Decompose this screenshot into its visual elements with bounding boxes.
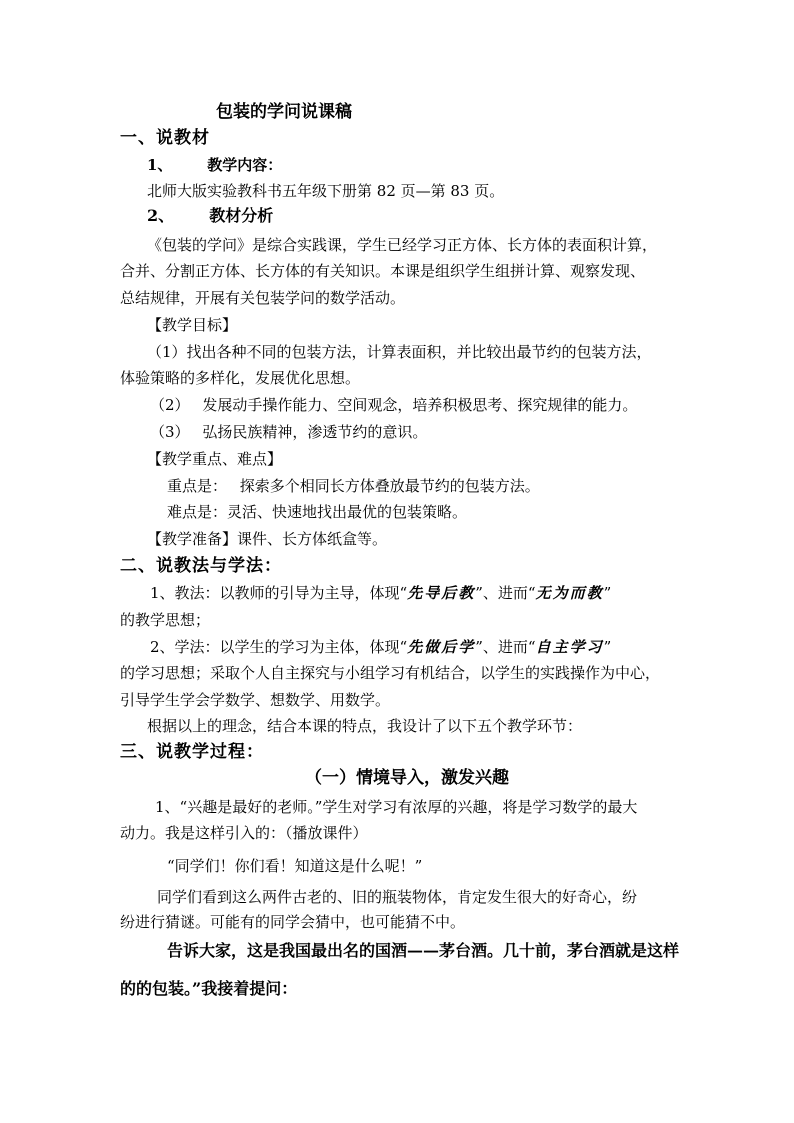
subsection-1-2	[147, 207, 273, 225]
subsection-number: 1、	[147, 156, 173, 174]
method-learning-line-3: 引导学生学会学数学、想数学、用数学。	[120, 691, 391, 709]
method-teaching	[150, 584, 611, 602]
goal-number: （2）	[150, 396, 190, 414]
method-text: ”	[603, 638, 612, 656]
method-summary: 根据以上的理念，结合本课的特点，我设计了以下五个教学环节：	[147, 717, 583, 735]
goal-1-line-1: （1）找出各种不同的包装方法，计算表面积，并比较出最节约的包装方法，	[147, 343, 652, 361]
method-text: ”	[603, 584, 612, 602]
part-1-para-1-line-1: 1、“兴趣是最好的老师。”学生对学习有浓厚的兴趣，将是学习数学的最大	[155, 798, 638, 816]
method-text: ”、进而“	[475, 584, 536, 602]
key-points-title: 【教学重点、难点】	[147, 450, 283, 468]
teacher-quote: “同学们！你们看！知道这是什么呢！”	[167, 857, 423, 875]
part-1-para-2-line-2: 纷进行猜谜。可能有的同学会猜中，也可能猜不中。	[120, 913, 466, 931]
teaching-preparation	[147, 530, 387, 548]
part-1-para-2-line-1: 同学们看到这么两件古老的、旧的瓶装物体，肯定发生很大的好奇心，纷	[157, 888, 638, 906]
subsection-1-1	[147, 156, 282, 174]
subsection-label: 教学内容：	[207, 156, 283, 174]
method-learning-line-2: 的学习思想；采取个人自主探究与小组学习有机结合，以学生的实践操作为中心，	[120, 664, 661, 682]
goal-3	[150, 423, 427, 441]
section-1-heading: 一、说教材	[120, 128, 210, 148]
analysis-line-2: 合并、分割正方体、长方体的有关知识。本课是组织学生组拼计算、观察发现、	[120, 262, 646, 280]
preparation-label: 【教学准备】	[147, 530, 238, 548]
key-point	[167, 477, 540, 495]
method-emphasis: 先导后教	[407, 584, 476, 602]
goal-1-line-2: 体验策略的多样化，发展优化思想。	[120, 369, 361, 387]
key-point-label: 重点是：	[167, 477, 228, 495]
analysis-line-3: 总结规律，开展有关包装学问的数学活动。	[120, 289, 406, 307]
textbook-content: 北师大版实验教科书五年级下册第 82 页—第 83 页。	[147, 182, 505, 200]
analysis-line-1: 《包装的学问》是综合实践课，学生已经学习正方体、长方体的表面积计算，	[147, 236, 658, 254]
method-learning	[150, 638, 611, 656]
method-emphasis: 自主学习	[535, 638, 604, 656]
goal-number: （3）	[150, 423, 190, 441]
part-1-title: （一）情境导入，激发兴趣	[305, 768, 509, 788]
preparation-text: 课件、长方体纸盒等。	[237, 530, 388, 548]
goal-text: 发展动手操作能力、空间观念，培养积极思考、探究规律的能力。	[202, 396, 638, 414]
method-text: 1、教法：以教师的引导为主导，体现“	[150, 584, 408, 602]
goals-title: 【教学目标】	[147, 316, 238, 334]
section-2-heading: 二、说教法与学法：	[120, 556, 282, 576]
method-text: ”、进而“	[475, 638, 536, 656]
part-1-para-3-line-2: 的的包装。”我接着提问：	[120, 979, 298, 998]
goal-2	[150, 396, 637, 414]
method-emphasis: 无为而教	[535, 584, 604, 602]
document-title: 包装的学问说课稿	[216, 102, 352, 122]
subsection-number: 2、	[147, 206, 175, 225]
goal-text: 弘扬民族精神，渗透节约的意识。	[202, 423, 428, 441]
difficulty-point: 难点是：灵活、快速地找出最优的包装策略。	[167, 503, 468, 521]
subsection-label: 教材分析	[209, 206, 274, 225]
key-point-text: 探索多个相同长方体叠放最节约的包装方法。	[239, 477, 540, 495]
method-emphasis: 先做后学	[407, 638, 476, 656]
part-1-para-3-line-1: 告诉大家，这是我国最出名的国酒——茅台酒。几十前，茅台酒就是这样	[167, 941, 680, 960]
method-text: 2、学法：以学生的学习为主体，体现“	[150, 638, 408, 656]
part-1-para-1-line-2: 动力。我是这样引入的：（播放课件）	[120, 824, 368, 842]
method-teaching-cont: 的教学思想；	[120, 611, 211, 629]
section-3-heading: 三、说教学过程：	[120, 742, 264, 762]
